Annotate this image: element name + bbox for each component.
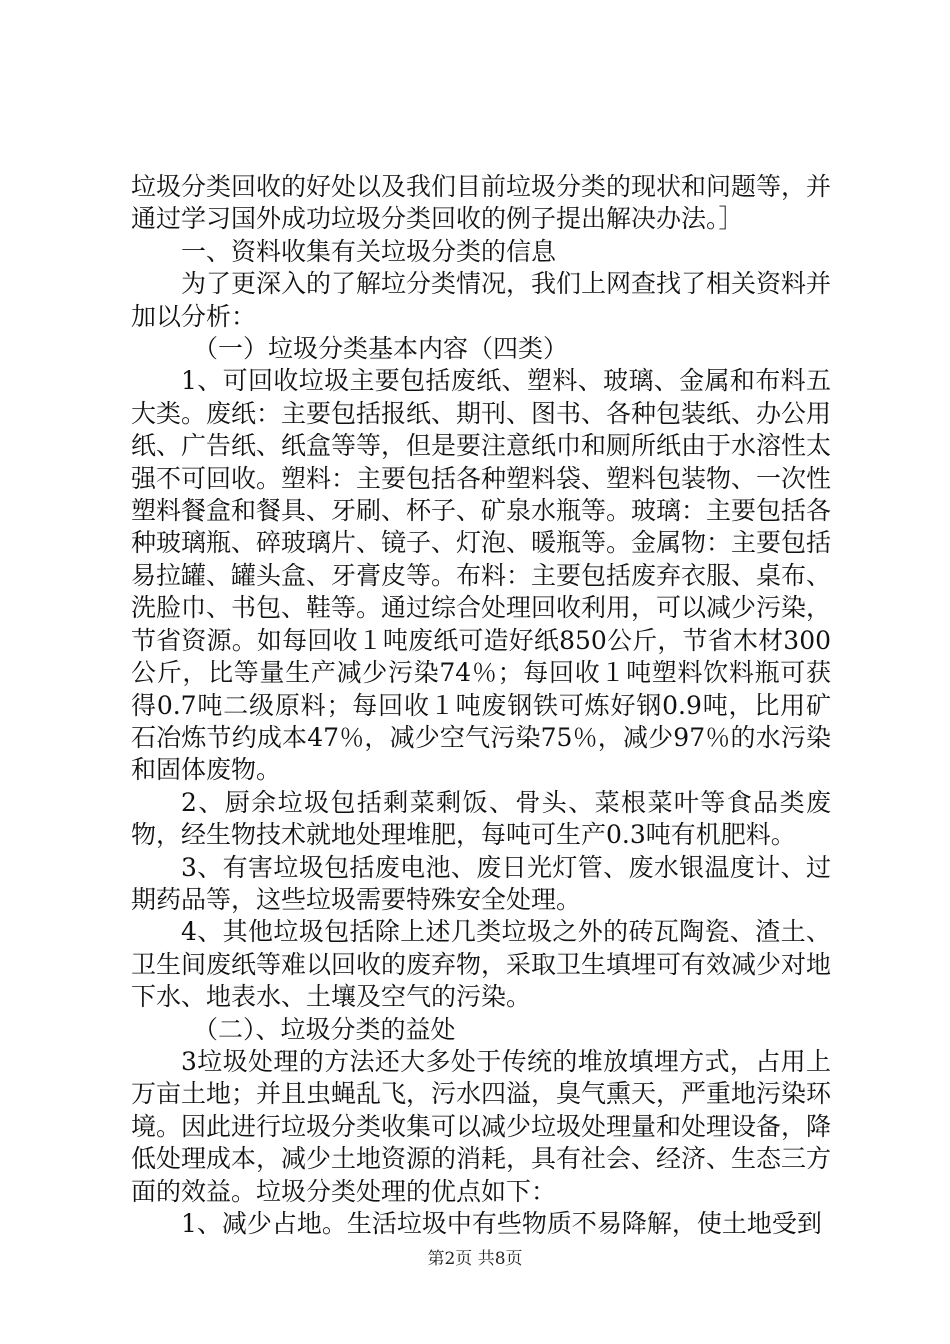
- subsection-heading-basic-content: （一）垃圾分类基本内容（四类）: [193, 334, 569, 364]
- paragraph-other-waste: 4、其他垃圾包括除上述几类垃圾之外的砖瓦陶瓷、渣土、卫生间废纸等难以回收的废弃物，采取卫生填埋可有效减少对地下水、地表水、土壤及空气的污染。: [131, 917, 832, 1012]
- page-number-footer: 第2页 共8页: [427, 1249, 523, 1269]
- section-heading-1: 一、资料收集有关垃圾分类的信息: [181, 236, 557, 266]
- paragraph-reduce-land-use: 1、减少占地。生活垃圾中有些物质不易降解，使土地受到: [181, 1209, 822, 1238]
- paragraph-hazardous-waste: 3、有害垃圾包括废电池、废日光灯管、废水银温度计、过期药品等，这些垃圾需要特殊安全处理。: [131, 852, 831, 914]
- document-body: [131, 171, 831, 1240]
- paragraph-intro-continued: 垃圾分类回收的好处以及我们目前垃圾分类的现状和问题等，并通过学习国外成功垃圾分类回收的例子提出解决办法。］: [131, 172, 832, 234]
- subsection-heading-benefits: （二）、垃圾分类的益处: [193, 1014, 456, 1044]
- paragraph-benefits: 3垃圾处理的方法还大多处于传统的堆放填埋方式，占用上万亩土地；并且虫蝇乱飞，污水四溢，臭气熏天，严重地污染环境。因此进行垃圾分类收集可以减少垃圾处理量和处理设备，降低处理成本，减少土地资源的消耗，具有社会、经济、生态三方面的效益。垃圾分类处理的优点如下：: [131, 1046, 832, 1206]
- paragraph-kitchen-waste: 2、厨余垃圾包括剩菜剩饭、骨头、菜根菜叶等食品类废物，经生物技术就地处理堆肥，每吨可生产0.3吨有机肥料。: [131, 787, 831, 850]
- paragraph-research: 为了更深入的了解垃分类情况，我们上网查找了相关资料并加以分析：: [131, 269, 832, 331]
- paragraph-recyclable-waste: 1、可回收垃圾主要包括废纸、塑料、玻璃、金属和布料五大类。废纸：主要包括报纸、期刊、图书、各种包装纸、办公用纸、广告纸、纸盒等等，但是要注意纸巾和厕所纸由于水溶性太强不可回收。塑料：主要包括各种塑料袋、塑料包装物、一次性塑料餐盒和餐具、牙刷、杯子、矿泉水瓶等。玻璃：主要包括各种玻璃瓶、碎玻璃片、镜子、灯泡、暖瓶等。金属物：主要包括易拉罐、罐头盒、牙膏皮等。布料：主要包括废弃衣服、桌布、洗脸巾、书包、鞋等。通过综合处理回收利用，可以减少污染，节省资源。如每回收１吨废纸可造好纸850公斤，节省木材300公斤，比等量生产减少污染74％；每回收１吨塑料饮料瓶可获得0.7吨二级原料；每回收１吨废钢铁可炼好钢0.9吨，比用矿石冶炼节约成本47％，减少空气污染75％，减少97％的水污染和固体废物。: [131, 366, 832, 785]
